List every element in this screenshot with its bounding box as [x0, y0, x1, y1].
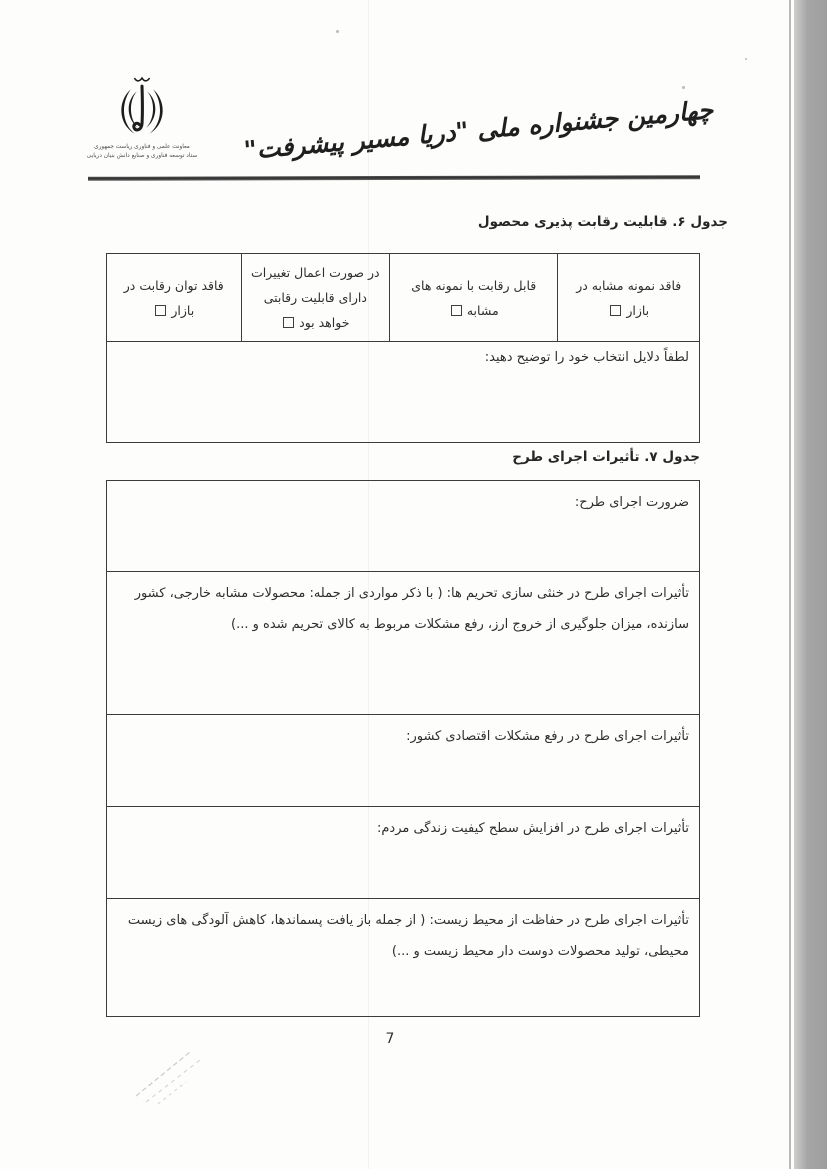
checkbox-icon [283, 317, 294, 328]
checkbox-icon [610, 305, 621, 316]
row-economic-problems: تأثیرات اجرای طرح در رفع مشکلات اقتصادی کشور: [107, 714, 699, 806]
option-cell-no-market-competitiveness [107, 254, 241, 341]
row-project-necessity: ضرورت اجرای طرح: [574, 495, 689, 510]
iran-emblem-icon [111, 76, 173, 142]
option-cell-competitive-if-changed [241, 254, 390, 341]
table7-caption: جدول ۷. تأثیرات اجرای طرح [512, 449, 700, 465]
option-label: فاقد نمونه مشابه در بازار [576, 277, 682, 318]
table6-competitiveness [106, 253, 700, 443]
row-environment-protection: تأثیرات اجرای طرح در حفاظت از محیط زیست: ( از جمله باز یافت پسماندها، کاهش آلودگی های زیست محیطی، تولید محصولات دوست دار محیط زیست و ...) [107, 898, 699, 1016]
pencil-scribble-mark [128, 1038, 243, 1108]
row-quality-of-life: تأثیرات اجرای طرح در افزایش سطح کیفیت زندگی مردم: [107, 806, 699, 898]
checkbox-icon [451, 305, 462, 316]
row-sanctions-neutralization: تأثیرات اجرای طرح در خنثی سازی تحریم ها: ( با ذکر مواردی از جمله: محصولات مشابه خارجی، کشور سازنده، میزان جلوگیری از خروج ارز، رفع مشکلات مربوط به کالای تحریم شده و ...) [107, 571, 699, 714]
option-label: فاقد توان رقابت در بازار [123, 277, 224, 318]
table7-project-effects [106, 480, 700, 1017]
option-cell-competitive-with-similar [389, 254, 557, 341]
scan-speck [682, 86, 685, 89]
header-divider-rule [88, 175, 700, 181]
table6-caption: جدول ۶. قابلیت رقابت پذیری محصول [477, 214, 728, 230]
scan-edge-band [794, 0, 827, 1169]
option-label: قابل رقابت با نمونه های مشابه [411, 277, 537, 318]
checkbox-icon [155, 305, 166, 316]
logo-caption-line2: ستاد توسعه فناوری و صنایع دانش بنیان دریایی [86, 152, 198, 159]
logo-caption-line1: معاونت علمی و فناوری ریاست جمهوری [94, 143, 190, 150]
table6-options-row [107, 254, 699, 341]
option-cell-no-similar-sample [557, 254, 699, 341]
option-label: در صورت اعمال تغییرات دارای قابلیت رقابتی خواهد بود [250, 265, 380, 330]
page-number: 7 [385, 1031, 395, 1047]
explain-reasons-cell: لطفاً دلایل انتخاب خود را توضیح دهید: [107, 341, 699, 442]
scan-speck [336, 30, 339, 33]
festival-title-calligraphy: چهارمین جشنواره ملی "دریا مسیر پیشرفت" [242, 95, 715, 165]
scan-speck [745, 58, 747, 60]
government-logo [62, 76, 222, 160]
page-edge-line [789, 0, 791, 1169]
